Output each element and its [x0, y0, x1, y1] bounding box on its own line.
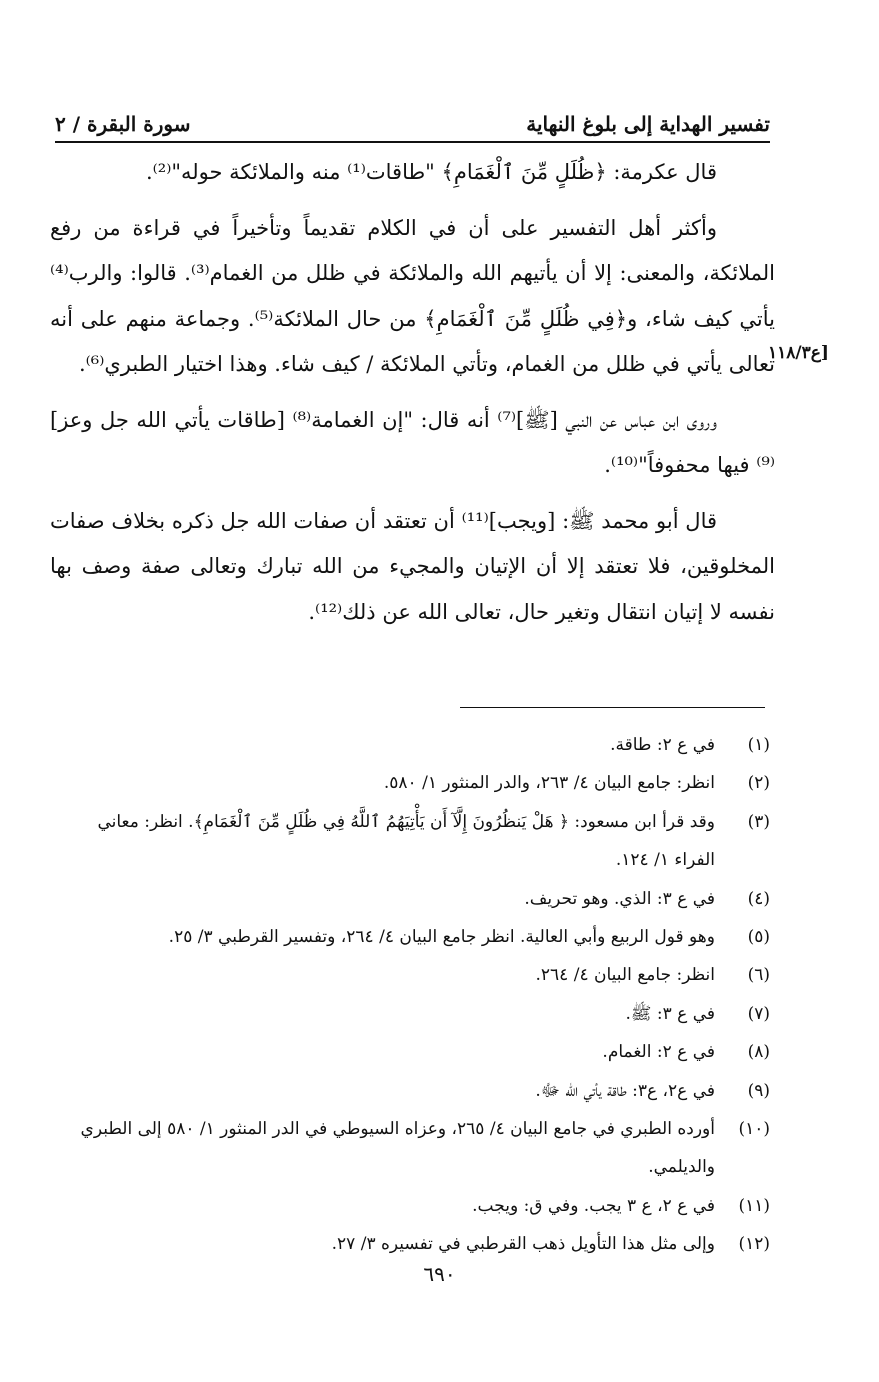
footnote-text: انظر: جامع البيان ٤/ ٢٦٣، والدر المنثور ١/ ٥٨٠.	[383, 773, 715, 794]
footnote-number: (١٠)	[738, 1119, 770, 1140]
footnotes-list	[55, 726, 770, 1264]
paragraph-4: قال أبو محمد ﷺ: [ويجب]⁽¹¹⁾ أن تعتقد أن صفات الله جل ذكره بخلاف صفات المخلوقين، فلا تعتقد إلا أن الإتيان والمجيء من الله تبارك وتعالى صفة وصف بها نفسه لا إتيان انتقال وتغير حال، تعالى الله عن ذلك⁽¹²⁾.	[50, 508, 775, 624]
paragraph-1: قال عكرمة: ﴿ظُلَلٍ مِّنَ ٱلْغَمَامِ﴾ "طاقات⁽¹⁾ منه والملائكة حوله"⁽²⁾.	[145, 160, 717, 184]
footnote-item	[55, 1110, 770, 1187]
running-header	[55, 92, 770, 136]
footnote-number: (٤)	[747, 888, 770, 909]
footnote-number: (٥)	[747, 927, 770, 948]
footnote-text: في ع ٣: ﷺ.	[625, 1003, 715, 1024]
footnote-item	[55, 726, 770, 764]
footnote-number: (١)	[747, 735, 770, 755]
book-title: تفسير الهداية إلى بلوغ النهاية	[526, 112, 770, 136]
footnote-text: في ع ٢: طاقة.	[610, 735, 715, 755]
footnote-text: في ع٢، ع٣: طاقة يأتي الله ﷻ.	[535, 1080, 715, 1101]
footnote-text: في ع ٢: الغمام.	[602, 1042, 715, 1063]
main-text	[50, 150, 775, 645]
footnote-item	[55, 995, 770, 1033]
footnote-divider	[460, 707, 765, 708]
paragraph-3: وروى ابن عباس عن النبي [ﷺ]⁽⁷⁾ أنه قال: "إن الغمامة⁽⁸⁾ [طاقات يأتي الله جل وعز]⁽⁹⁾ فيها محفوفاً"⁽¹⁰⁾.	[50, 407, 775, 477]
footnote-number: (١١)	[738, 1195, 770, 1216]
footnote-item	[55, 956, 770, 994]
footnote-number: (٧)	[747, 1003, 770, 1024]
footnote-number: (٩)	[747, 1080, 770, 1101]
footnote-text: وقد قرأ ابن مسعود: ﴿ هَلْ يَنظُرُونَ إِلَّآ أَن يَأْتِيَهُمُ ٱللَّهُ فِي ظُلَلٍ مِّنَ ٱلْغَمَامِ﴾. انظر: معاني الفراء ١/ ١٢٤.	[97, 811, 715, 871]
footnote-item	[55, 1033, 770, 1071]
footnote-number: (٦)	[747, 965, 770, 986]
header-divider	[55, 141, 770, 143]
footnote-item	[55, 918, 770, 956]
footnote-number: (٢)	[747, 773, 770, 794]
page-number: ٦٩٠	[423, 1262, 456, 1286]
footnote-text: وهو قول الربيع وأبي العالية. انظر جامع البيان ٤/ ٢٦٤، وتفسير القرطبي ٣/ ٢٥.	[168, 927, 715, 948]
paragraph-2: وأكثر أهل التفسير على أن في الكلام تقديماً وتأخيراً في قراءة من رفع الملائكة، والمعنى: إلا أن يأتيهم الله والملائكة في ظلل من الغمام⁽³⁾. قالوا: والرب⁽⁴⁾ يأتي كيف شاء، و﴿فِي ظُلَلٍ مِّنَ ٱلْغَمَامِ﴾ من حال الملائكة⁽⁵⁾. وجماعة منهم على أنه تعالى يأتي في ظلل من الغمام، وتأتي الملائكة / كيف شاء. وهذا اختيار الطبري⁽⁶⁾.	[50, 215, 775, 376]
footnote-item	[55, 1072, 770, 1110]
footnote-number: (٨)	[747, 1042, 770, 1063]
footnote-text: في ع ٣: الذي. وهو تحريف.	[524, 888, 715, 909]
footnote-text: في ع ٢، ع ٣ يجب. وفي ق: ويجب.	[472, 1195, 715, 1216]
footnote-item	[55, 1187, 770, 1225]
footnote-text: انظر: جامع البيان ٤/ ٢٦٤.	[535, 965, 715, 986]
footnote-item	[55, 880, 770, 918]
footnote-item	[55, 803, 770, 880]
footnote-text: أورده الطبري في جامع البيان ٤/ ٢٦٥، وعزاه السيوطي في الدر المنثور ١/ ٥٨٠ إلى الطبري والديلمي.	[80, 1119, 715, 1178]
footnote-number: (٣)	[747, 811, 770, 832]
footnote-item	[55, 764, 770, 802]
footnote-number: (١٢)	[738, 1234, 770, 1255]
surah-label: سورة البقرة / ٢	[55, 112, 191, 136]
footnote-text: وإلى مثل هذا التأويل ذهب القرطبي في تفسيره ٣/ ٢٧.	[331, 1234, 715, 1255]
manuscript-margin-reference: [ع١١٨/٣	[768, 343, 829, 363]
footnote-item	[55, 1225, 770, 1263]
